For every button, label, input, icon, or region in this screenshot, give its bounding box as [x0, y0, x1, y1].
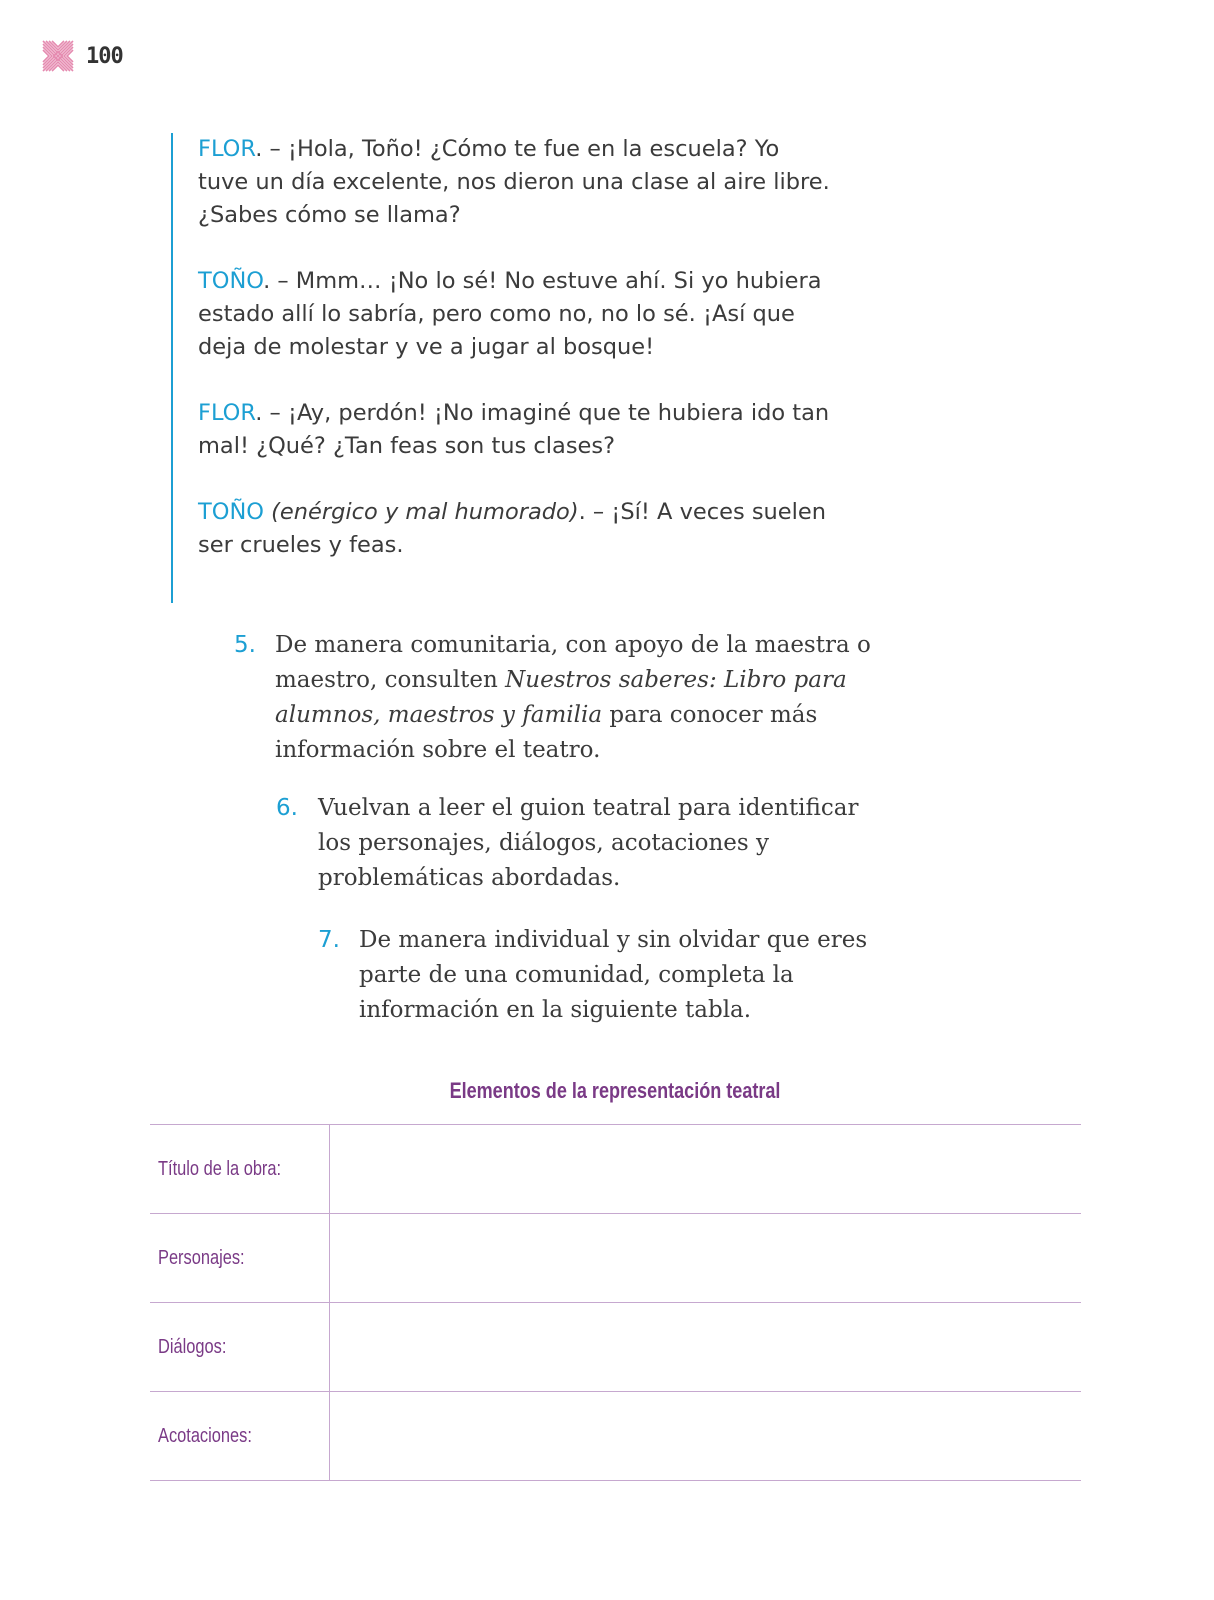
characters-answer-field[interactable] [330, 1214, 1081, 1302]
activity-text-part: para conocer más información sobre el teatro. [275, 702, 818, 763]
table-row-label [150, 1214, 330, 1302]
pink-crossed-pattern-icon [40, 38, 76, 74]
table-row-label [150, 1392, 330, 1480]
activity-6 [276, 791, 886, 896]
table-row [150, 1124, 1081, 1213]
table-row [150, 1302, 1081, 1391]
row-label-text: Título de la obra: [158, 1157, 282, 1180]
row-label-text: Acotaciones: [158, 1424, 252, 1447]
dialogue-line [198, 265, 831, 364]
book-title: Nuestros saberes: Libro para alumnos, maestros y familia [275, 667, 847, 728]
activity-text-part: De manera comunitaria, con apoyo de la maestra o maestro, consulten [275, 632, 871, 693]
activity-number: 5. [234, 632, 256, 658]
activity-text: Vuelvan a leer el guion teatral para identificar los personajes, diálogos, acotaciones y problemáticas abordadas. [318, 795, 859, 891]
dialogue-line [198, 133, 831, 232]
table-row [150, 1213, 1081, 1302]
dialogue-text: . – ¡Hola, Toño! ¿Cómo te fue en la escuela? Yo tuve un día excelente, nos dieron una clase al aire libre. ¿Sabes cómo se llama? [198, 136, 830, 228]
activity-text: De manera individual y sin olvidar que eres parte de una comunidad, completa la información en la siguiente tabla. [359, 927, 868, 1023]
row-label-text: Personajes: [158, 1246, 245, 1269]
table-title: Elementos de la representación teatral [449, 1078, 781, 1103]
speaker-name: FLOR [198, 400, 256, 426]
title-answer-field[interactable] [330, 1125, 1081, 1213]
page-header [40, 38, 123, 74]
dialogues-answer-field[interactable] [330, 1303, 1081, 1391]
table-row [150, 1391, 1081, 1481]
dialogue-text: . – ¡Ay, perdón! ¡No imaginé que te hubiera ido tan mal! ¿Qué? ¿Tan feas son tus clases? [198, 400, 830, 459]
stage-directions-answer-field[interactable] [330, 1392, 1081, 1480]
table-row-label [150, 1125, 330, 1213]
speaker-name: FLOR [198, 136, 256, 162]
activity-number: 6. [276, 795, 298, 821]
row-label-text: Diálogos: [158, 1335, 227, 1358]
elements-table [150, 1124, 1081, 1481]
speaker-name: TOÑO [198, 499, 264, 525]
stage-direction: (enérgico y mal humorado) [264, 499, 579, 525]
dialogue-line [198, 496, 831, 562]
table-row-label [150, 1303, 330, 1391]
dialogue-text: . – ¡Sí! A veces suelen ser crueles y feas. [198, 499, 826, 558]
speaker-name: TOÑO [198, 268, 264, 294]
activity-7 [318, 923, 878, 1028]
activity-text [275, 628, 884, 768]
activity-5 [234, 628, 884, 768]
dialogue-text: . – Mmm… ¡No lo sé! No estuve ahí. Si yo hubiera estado allí lo sabría, pero como no, no lo sé. ¡Así que deja de molestar y ve a jugar al bosque! [198, 268, 822, 360]
activity-number: 7. [318, 927, 340, 953]
dialogue-line [198, 397, 831, 463]
page-number: 100 [86, 43, 123, 69]
script-dialogue [171, 133, 831, 603]
